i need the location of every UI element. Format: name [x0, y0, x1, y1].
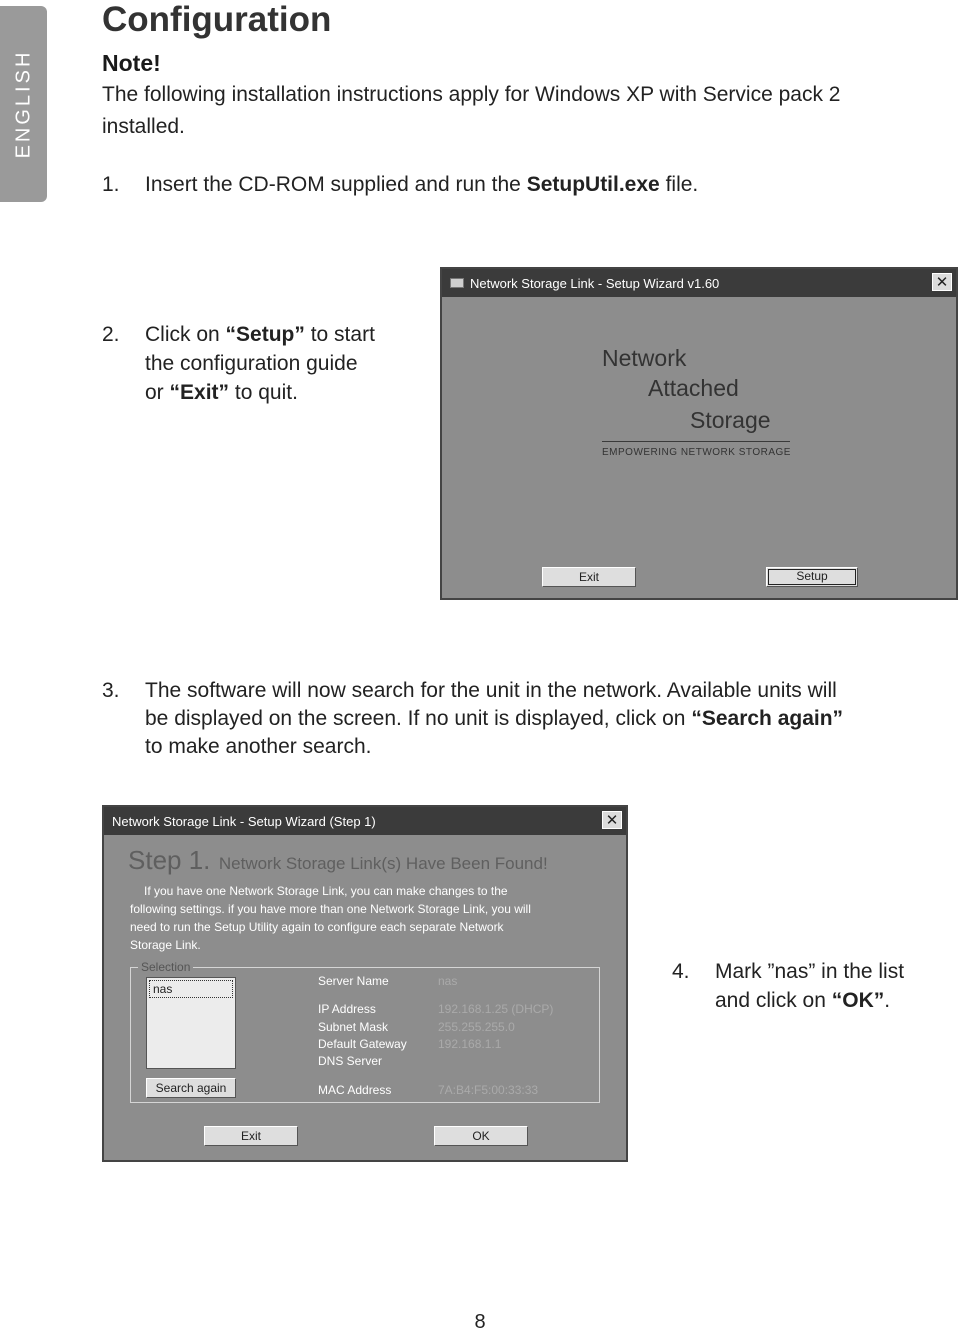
step-3-l2-pre: be displayed on the screen. If no unit is displayed, click on [145, 707, 692, 730]
dialog-titlebar [104, 807, 626, 835]
step-description-line-3: need to run the Setup Utility again to configure each separate Network [130, 920, 504, 934]
step-description-line-1: If you have one Network Storage Link, you can make changes to the [144, 884, 508, 898]
device-list[interactable] [146, 977, 236, 1069]
dialog-titlebar [442, 269, 956, 297]
exit-button[interactable]: Exit [204, 1126, 298, 1146]
step-2-l3-post: to quit. [229, 381, 298, 404]
search-again-button[interactable]: Search again [146, 1078, 236, 1098]
logo-attached: Attached [648, 375, 739, 401]
step-3-l2-bold: “Search again” [691, 707, 844, 730]
logo-tagline: EMPOWERING NETWORK STORAGE [602, 447, 791, 458]
step-1-text [145, 170, 698, 199]
setup-button[interactable]: Setup [766, 567, 858, 587]
step-4-line-1: Mark ”nas” in the list [715, 960, 905, 983]
page-title: Configuration [102, 0, 332, 39]
mac-address-label: MAC Address [318, 1083, 392, 1097]
step-1-pre: Insert the CD-ROM supplied and run the [145, 173, 527, 196]
step-2-l3-bold: “Exit” [169, 381, 230, 404]
step-2-l1-post: to start [304, 323, 375, 346]
ip-address-label: IP Address [318, 1002, 376, 1016]
step-2-l1-pre: Click on [145, 323, 226, 346]
logo-divider [602, 441, 790, 442]
mac-address-value: 7A:B4:F5:00:33:33 [438, 1083, 539, 1097]
step-1-post: file. [659, 173, 699, 196]
logo-storage: Storage [690, 407, 771, 433]
step-2-line-1 [145, 320, 375, 349]
default-gateway-value: 192.168.1.1 [438, 1037, 502, 1051]
step-3-line-3: to make another search. [145, 735, 372, 758]
subnet-mask-value: 255.255.255.0 [438, 1020, 515, 1034]
language-side-tab [0, 6, 47, 202]
dialog-title: Network Storage Link - Setup Wizard (Step 1) [112, 813, 376, 829]
server-name-value: nas [438, 974, 458, 988]
step-1-bold: SetupUtil.exe [526, 173, 660, 196]
dialog-title: Network Storage Link - Setup Wizard v1.60 [470, 275, 720, 291]
step-description-line-2: following settings. if you have more than one Network Storage Link, you will [130, 902, 531, 916]
step-1-number: 1. [102, 173, 120, 196]
page-number: 8 [474, 1311, 486, 1333]
step-2-l1-bold: “Setup” [225, 323, 305, 346]
step-4-l2-post: . [884, 989, 891, 1012]
step1-wizard-dialog [102, 805, 628, 1162]
default-gateway-label: Default Gateway [318, 1037, 407, 1051]
step-heading-number: Step 1. [128, 845, 211, 875]
note-line-2: installed. [102, 115, 185, 138]
step-4-number: 4. [672, 960, 690, 983]
server-name-label: Server Name [318, 974, 389, 988]
selection-label: Selection [138, 960, 193, 974]
step-4-l2-pre: and click on [715, 989, 832, 1012]
close-icon[interactable]: ✕ [602, 811, 622, 829]
subnet-mask-label: Subnet Mask [318, 1020, 389, 1034]
step-description-line-4: Storage Link. [130, 938, 201, 952]
exit-button[interactable]: Exit [542, 567, 636, 587]
step-3-line-1: The software will now search for the unit in the network. Available units will [145, 679, 837, 702]
step-4-line-2 [715, 986, 890, 1015]
step-3-line-2 [145, 704, 843, 733]
step-2-line-3 [145, 378, 298, 407]
ok-button[interactable]: OK [434, 1126, 528, 1146]
step-4-l2-bold: “OK” [831, 989, 885, 1012]
step-2-l3-pre: or [145, 381, 170, 404]
window-icon [450, 278, 464, 288]
language-label: ENGLISH [12, 49, 34, 159]
close-icon[interactable]: ✕ [932, 273, 952, 291]
dns-server-label: DNS Server [318, 1054, 383, 1068]
step-2-line-2: the configuration guide [145, 352, 358, 375]
logo-network: Network [602, 345, 687, 371]
ip-address-value: 192.168.1.25 (DHCP) [438, 1002, 554, 1016]
note-line-1: The following installation instructions apply for Windows XP with Service pack 2 [102, 83, 841, 106]
step-2-number: 2. [102, 323, 120, 346]
step-heading-text: Network Storage Link(s) Have Been Found! [218, 854, 548, 873]
step-3-number: 3. [102, 679, 120, 702]
list-item[interactable]: nas [149, 980, 233, 998]
step-heading [128, 845, 548, 876]
setup-wizard-dialog [440, 267, 958, 600]
note-title: Note! [102, 50, 161, 76]
